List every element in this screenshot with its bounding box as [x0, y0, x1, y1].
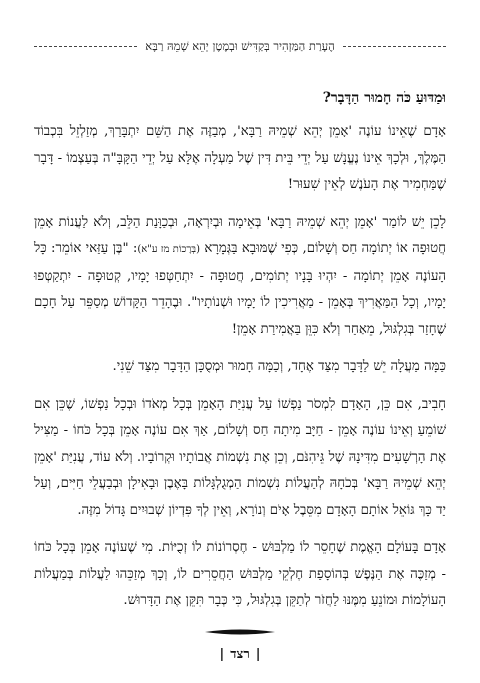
paragraph-1: אָדָם שֶׁאֵינוֹ עוֹנֶה 'אָמֵן יְהֵא שְׁמֵיהּ רַבָּא', מְבַזֶּה אֶת הַשֵּׁם יִתְבָּרַךְ, מְזַלְזֵל בִּכְבוֹד הַמֶּלֶךְ, וּלְכָךְ אֵינוֹ נֶעֱנָשׁ עַל יְדֵי בֵּית דִּין שֶׁל מַעְלָה אֶלָּא עַל יְדֵי הַקָּבָּ"ה בְּעַצְמוֹ - דָּבָר שֶׁמַּחְמִיר אֶת הָעֹנֶשׁ לְאֵין שִׁעוּר!	[34, 124, 446, 192]
divider-ornament	[0, 626, 480, 638]
section-heading: וּמַדּוּעַ כֹּה חָמוּר הַדָּבָר?	[322, 90, 446, 106]
paragraph-2	[34, 210, 446, 344]
header-rule-right	[343, 46, 446, 47]
footer-bar-right: |	[255, 647, 261, 662]
page-footer	[0, 646, 480, 662]
source-citation: (בְּרָכוֹת מז ע"א)	[137, 244, 200, 255]
paragraph-3: כַּמָּה מַעֲלָה יֵשׁ לַדָּבָר מִצַּד אֶחָד, וְכַמָּה חָמוּר וּמְסֻכָּן הַדָּבָר מִצַּד שֵׁנִי.	[112, 359, 446, 374]
paragraph-4: חָבִיב, אִם כֵּן, הָאָדָם לִמְסֹר נַפְשׁוֹ עַל עֲנִיַּת הָאָמֵן בְּכָל מְאֹדוֹ וּבְכָל נַפְשׁוֹ, שֶׁכֵּן אִם שׁוֹמֵעַ וְאֵינוֹ עוֹנֶה אָמֵן - חַיָּב מִיתָה חַס וְשָׁלוֹם, אַךְ אִם עוֹנֶה אָמֵן בְּכָל כֹּחוֹ - מַצִּיל אֶת הָרְשָׁעִים מִדִּינָהּ שֶׁל גֵּיהִנֹּם, וְכֵן אֶת נִשְׁמוֹת אֲבוֹתָיו וּקְרוֹבָיו. וְלֹא עוֹד, עֲנִיַּת 'אָמֵן יְהֵא שְׁמֵיהּ רַבָּא' בְּכֹחָהּ לְהַעֲלוֹת נִשְׁמוֹת הַמְגֻלְגָּלוֹת בָּאֶבֶן וּבָאִילָן וּבְבַעֲלֵי חַיִּים, וְעַל יַד כָּךְ גּוֹאֵל אוֹתָם הָאָדָם מִסֵּבֶל אָיֹם וְנוֹרָא, וְאֵין לְךָ פִּדְיוֹן שְׁבוּיִים גָּדוֹל מִזֶּה.	[34, 396, 446, 518]
paragraph-2-text-cont: : "בֶּן עַזַּאי אוֹמֵר: כָּל הָעוֹנֶה אָמֵן יְתוֹמָה - יִהְיוּ בָּנָיו יְתוֹמִים, חֲטוּפָה - יִתְחַטְּפוּ יָמָיו, קְטוּפָה - יִתְקַטְּפוּ יָמָיו, וְכָל הַמַּאֲרִיךְ בְּאָמֵן - מַאֲרִיכִין לוֹ יָמָיו וּשְׁנוֹתָיו". וּבֶהָדֵר הַקָּדוֹשׁ מְסַפֵּר עַל חָכָם שֶׁחָזַר בְּגִלְגּוּל, מֵאַחַר וְלֹא כִּוֵּן בַּאֲמִירַת אָמֵן!	[34, 241, 446, 337]
footer-bar-left: |	[219, 647, 225, 662]
body-text	[34, 90, 446, 626]
ornament-line-icon	[205, 626, 275, 638]
running-header	[34, 36, 446, 56]
page-number: רצד	[230, 647, 250, 662]
header-rule-left	[34, 46, 137, 47]
paragraph-5: אָדָם בָּעוֹלָם הָאֱמֶת שֶׁחָסֵר לוֹ מַלְבּוּשׁ - חֶסְרוֹנוֹת לוֹ זְכֻיּוֹת. מִי שֶׁעוֹנֶה אָמֵן בְּכָל כֹּחוֹ - מְזַכֶּה אֶת הַנֶּפֶשׁ בְּהוֹסָפַת חֶלְקֵי מַלְבּוּשׁ הַחֲסֵרִים לוֹ, וְכָךְ מְזַכֵּהוּ לַעֲלוֹת בְּמַעֲלוֹת הָעוֹלָמוֹת וּמוֹנֵעַ מִמֶּנּוּ לַחֲזֹר לְתַקֵּן בְּגִלְגּוּל, כִּי כְּבָר תִּקֵּן אֶת הַדָּרוּשׁ.	[34, 540, 446, 608]
header-title: הֶעָרַת הַמַּזְהִיר בְּקַדִּישׁ וּבְמֶטֶן יְהֵא שְׁמֵהּ רַבָּא	[145, 39, 335, 53]
paragraph-2-text: לָכֵן יֵשׁ לוֹמַר 'אָמֵן יְהֵא שְׁמֵיהּ רַבָּא' בְּאֵימָה וּבְיִרְאָה, וּבְכַוָּנַת הַלֵּב, וְלֹא לַעֲנוֹת אָמֵן חֲטוּפָה אוֹ יְתוֹמָה חַס וְשָׁלוֹם, כְּפִי שֶׁמּוּבָא בַּגְּמָרָא	[34, 214, 446, 256]
